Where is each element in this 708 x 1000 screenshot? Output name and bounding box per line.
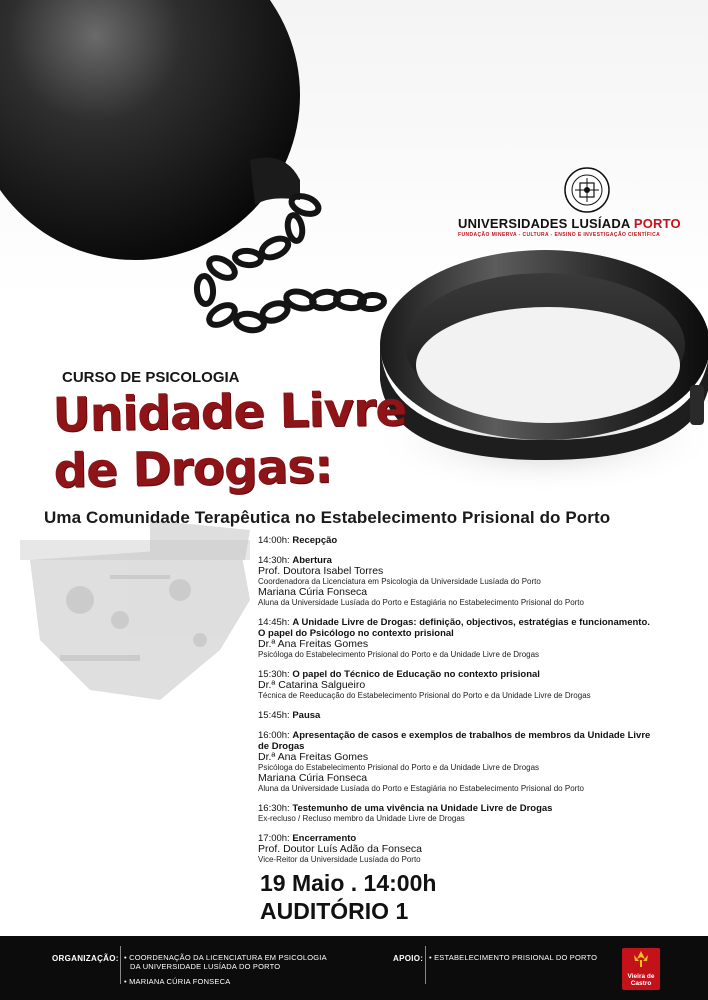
program-title: Encerramento [292, 833, 357, 844]
course-label: CURSO DE PSICOLOGIA [62, 369, 240, 386]
program-entry-heading [258, 730, 678, 741]
speaker-name: Mariana Cúria Fonseca [258, 772, 368, 784]
speaker-name: Dr.ª Catarina Salgueiro [258, 679, 366, 691]
program-title-line2: de Drogas [258, 741, 305, 752]
footer-bar [0, 936, 708, 1000]
organization-label: ORGANIZAÇÃO: [52, 954, 119, 963]
speaker-name: Mariana Cúria Fonseca [258, 586, 368, 598]
footer-divider [120, 946, 121, 984]
program-entry-heading [258, 617, 678, 628]
program-title: Apresentação de casos e exemplos de trabalhos de membros da Unidade Livre [292, 730, 651, 741]
program-title: A Unidade Livre de Drogas: definição, objectivos, estratégias e funcionamento. [292, 617, 650, 628]
program-entry [258, 555, 678, 608]
program-title: Testemunho de uma vivência na Unidade Livre de Drogas [292, 803, 553, 814]
program-time: 14:00h: [258, 535, 290, 546]
program-entry [258, 535, 678, 546]
event-venue: AUDITÓRIO 1 [260, 898, 409, 924]
program-title: Pausa [292, 710, 321, 721]
speaker-role: Psicóloga do Estabelecimento Prisional do Porto e da Unidade Livre de Drogas [258, 763, 540, 772]
organizer-item-1-line1: • COORDENAÇÃO DA LICENCIATURA EM PSICOLOGIA [124, 953, 327, 962]
event-title-line1: Unidade Livre [52, 381, 407, 443]
program-time: 14:45h: [258, 617, 290, 628]
speaker-name: Dr.ª Ana Freitas Gomes [258, 638, 369, 650]
speaker-role: Psicóloga do Estabelecimento Prisional do Porto e da Unidade Livre de Drogas [258, 650, 540, 659]
speaker-role: Técnica de Reeducação do Estabelecimento Prisional do Porto e da Unidade Livre de Drogas [258, 691, 591, 700]
speaker-role: Vice-Reitor da Universidade Lusíada do Porto [258, 855, 421, 864]
program-time: 16:00h: [258, 730, 290, 741]
program-entry-heading [258, 710, 678, 721]
organizer-item-2: • MARIANA CÚRIA FONSECA [124, 977, 231, 986]
program-time: 16:30h: [258, 803, 290, 814]
program-entry [258, 730, 678, 794]
event-title-line2: de Drogas: [52, 439, 333, 499]
program-entry [258, 617, 678, 660]
program-entry [258, 833, 678, 865]
university-logo-title [458, 216, 681, 231]
speaker-name: Prof. Doutora Isabel Torres [258, 565, 384, 577]
footer-divider [425, 946, 426, 984]
event-date: 19 Maio . 14:00h [260, 870, 437, 896]
program-entry [258, 669, 678, 701]
speaker-role: Ex-recluso / Recluso membro da Unidade Livre de Drogas [258, 814, 465, 823]
logo-title-accent: PORTO [633, 216, 681, 231]
university-seal-icon [563, 166, 611, 214]
event-title [52, 382, 408, 500]
partner-logo-text: Vieira de Castro [627, 973, 655, 987]
speaker-role: Aluna da Universidade Lusíada do Porto e Estagiária no Estabelecimento Prisional do Porto [258, 598, 584, 607]
program-time: 15:45h: [258, 710, 290, 721]
program-title-line2: O papel do Psicólogo no contexto prisional [258, 628, 454, 639]
program-time: 14:30h: [258, 555, 290, 566]
speaker-name: Prof. Doutor Luís Adão da Fonseca [258, 843, 423, 855]
vieira-de-castro-logo [622, 948, 660, 990]
organizer-item-1-line2: DA UNIVERSIDADE LUSÍADA DO PORTO [130, 962, 281, 971]
program-entry-heading [258, 535, 678, 546]
program-title: O papel do Técnico de Educação no contexto prisional [292, 669, 540, 680]
support-item: • ESTABELECIMENTO PRISIONAL DO PORTO [429, 953, 598, 962]
program-entry [258, 803, 678, 824]
speaker-role: Coordenadora da Licenciatura em Psicologia da Universidade Lusíada do Porto [258, 577, 541, 586]
event-subtitle: Uma Comunidade Terapêutica no Estabelecimento Prisional do Porto [44, 508, 611, 527]
support-label: APOIO: [393, 954, 424, 963]
program-entry [258, 710, 678, 721]
program-schedule [258, 535, 678, 874]
speaker-role: Aluna da Universidade Lusíada do Porto e Estagiária no Estabelecimento Prisional do Porto [258, 784, 584, 793]
logo-title-main: UNIVERSIDADES LUSÍADA [458, 216, 631, 231]
program-entry-heading [258, 803, 678, 814]
program-time: 17:00h: [258, 833, 290, 844]
university-logo-subtitle: FUNDAÇÃO MINERVA - CULTURA - ENSINO E INVESTIGAÇÃO CIENTÍFICA [458, 232, 661, 238]
leaf-icon [622, 948, 660, 970]
program-time: 15:30h: [258, 669, 290, 680]
program-title: Abertura [292, 555, 332, 566]
program-title: Recepção [292, 535, 338, 546]
speaker-name: Dr.ª Ana Freitas Gomes [258, 751, 369, 763]
